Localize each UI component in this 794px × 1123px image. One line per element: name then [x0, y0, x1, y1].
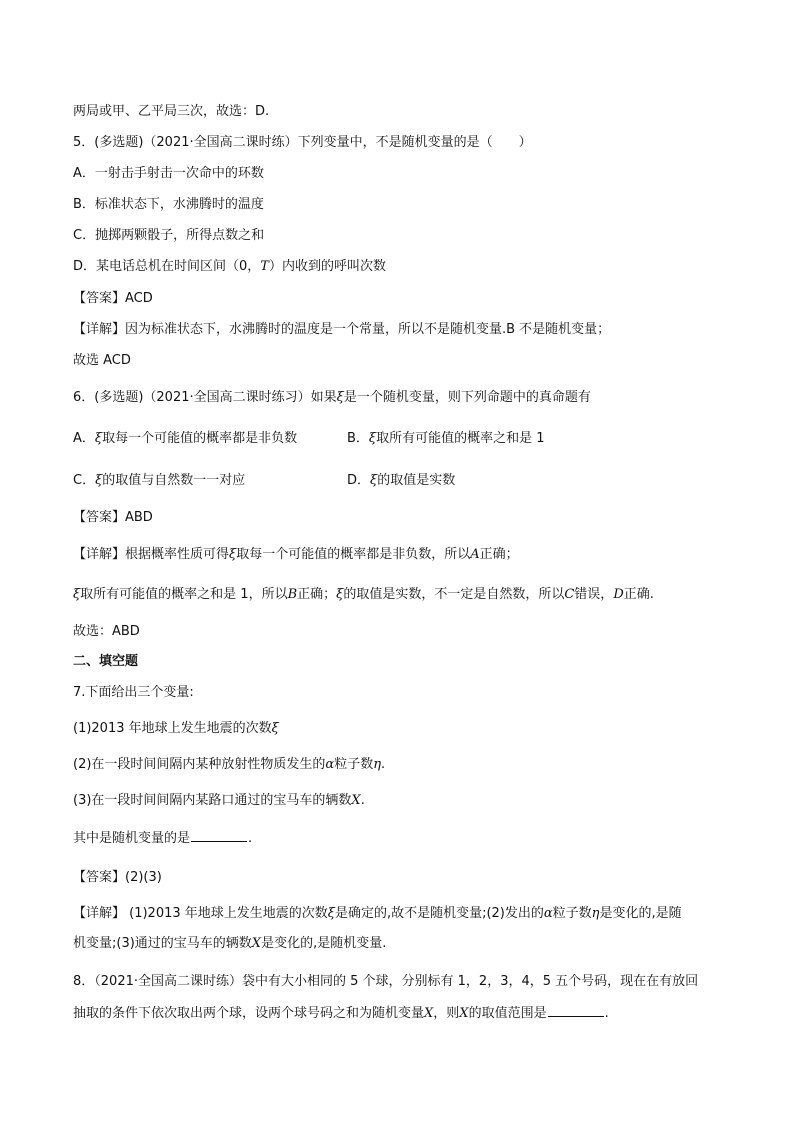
question-6-option-d: D．ξ的取值是实数	[347, 473, 456, 488]
question-7-answer: 【答案】(2)(3)	[73, 870, 162, 885]
question-6-option-c: C．ξ的取值与自然数一一对应	[73, 473, 246, 488]
question-6-option-b: B．ξ取所有可能值的概率之和是 1	[347, 431, 545, 446]
question-7-item-3: (3)在一段时间间隔内某路口通过的宝马车的辆数X.	[73, 793, 365, 808]
question-7-item-1: (1)2013 年地球上发生地震的次数ξ	[73, 721, 279, 736]
question-6-conclusion: 故选：ABD	[73, 624, 140, 639]
section-heading-fill-in: 二、填空题	[73, 654, 139, 669]
question-5-conclusion: 故选 ACD	[73, 353, 131, 368]
question-7-detail-1: 【详解】 (1)2013 年地球上发生地震的次数ξ是确定的,故不是随机变量;(2)发出的α粒子数η是变化的,是随	[73, 906, 682, 921]
question-5-answer: 【答案】ACD	[73, 291, 153, 306]
question-5-option-c: C．抛掷两颗骰子，所得点数之和	[73, 228, 265, 243]
question-5-detail: 【详解】因为标准状态下，水沸腾时的温度是一个常量，所以不是随机变量.B 不是随机变量；	[73, 322, 611, 337]
question-7-question: 其中是随机变量的是 .	[73, 831, 253, 846]
question-6-detail-2: ξ取所有可能值的概率之和是 1，所以B正确；ξ的取值是实数，不一定是自然数，所以C错误，D正确.	[73, 587, 654, 602]
question-7-item-2: (2)在一段时间间隔内某种放射性物质发生的α粒子数η.	[73, 757, 386, 772]
var-t: T	[260, 259, 269, 274]
question-5-option-b: B．标准状态下，水沸腾时的温度	[73, 197, 264, 212]
question-6-detail-1: 【详解】根据概率性质可得ξ取每一个可能值的概率都是非负数，所以A正确；	[73, 547, 519, 562]
prev-answer-tail: 两局或甲、乙平局三次，故选：D.	[73, 104, 270, 119]
question-6-answer: 【答案】ABD	[73, 510, 153, 525]
question-8-line-2: 抽取的条件下依次取出两个球，设两个球号码之和为随机变量X，则X的取值范围是 .	[73, 1006, 609, 1021]
answer-blank	[191, 829, 247, 842]
question-5-option-a: A．一射击手射击一次命中的环数	[73, 166, 264, 181]
question-8-line-1: 8．（2021·全国高二课时练）袋中有大小相同的 5 个球，分别标有 1，2，3，4，5 五个号码，现在在有放回	[73, 974, 699, 989]
question-7-stem: 7.下面给出三个变量:	[73, 685, 194, 700]
question-7-detail-2: 机变量;(3)通过的宝马车的辆数X是变化的,是随机变量.	[73, 936, 387, 951]
question-5-option-d: D．某电话总机在时间区间（0，T）内收到的呼叫次数	[73, 259, 386, 274]
question-6-option-a: A．ξ取每一个可能值的概率都是非负数	[73, 431, 298, 446]
question-6-stem: 6．(多选题)（2021·全国高二课时练习）如果ξ是一个随机变量，则下列命题中的真命题有	[73, 390, 591, 405]
answer-blank	[548, 1004, 604, 1017]
question-5-stem: 5．(多选题)（2021·全国高二课时练）下列变量中，不是随机变量的是（ ）	[73, 135, 532, 150]
